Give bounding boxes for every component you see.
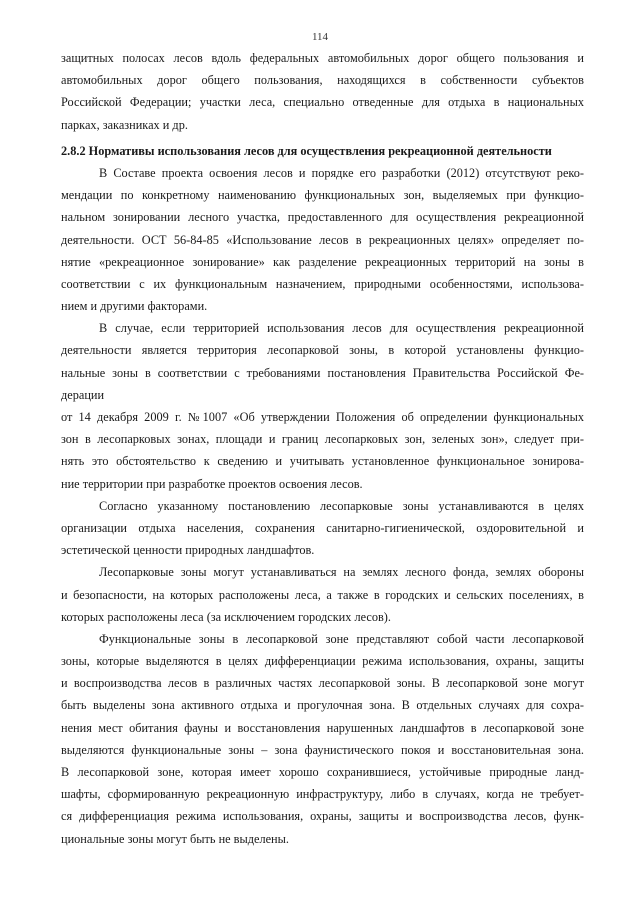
paragraph [61,628,584,850]
text-line: В Составе проекта освоения лесов и порядке его разработки (2012) отсутствуют реко- [99,165,584,180]
text-line: организации отдыха населения, сохранения санитарно-гигиенической, оздоровительной и [61,520,584,535]
text-line: Согласно указанному постановлению лесопарковые зоны устанавливаются в целях [99,498,584,513]
text-line: от 14 декабря 2009 г. №1007 «Об утверждении Положения об определении функциональных [61,410,584,424]
text-line: Российской Федерации; участки леса, специально отведенные для отдыха в национальных [61,95,584,110]
text-line: которых расположены леса (за исключением городских лесов). [61,609,391,624]
text-line: циональные зоны могут быть не выделены. [61,831,289,846]
text-line: зон в лесопарковых зонах, площади и границ лесопарковых зон, зеленых зон», следует при- [61,432,584,447]
text-line: нять это обстоятельство к сведению и учитывать установленное функциональное зонирова- [61,454,584,469]
text-line: зоны, которые выделяются в целях дифференциации режима использования, охраны, защиты [61,654,584,669]
text-line: мендации по конкретному наименованию функциональных зон, выделяемых при функцио- [61,188,584,203]
section-heading: 2.8.2 Нормативы использования лесов для осуществления рекреационной деятельности [61,143,552,158]
paragraph [61,162,584,317]
text-line: шафты, сформированную рекреационную инфраструктуру, либо в случаях, когда не требует- [61,787,584,802]
text-line: эстетической ценности природных ландшафтов. [61,543,315,558]
text-line: защитных полосах лесов вдоль федеральных автомобильных дорог общего пользования и [61,51,584,65]
paragraph [61,495,584,562]
text-line: выделяются функциональные зоны – зона фаунистического покоя и восстановительная зона. [61,742,584,757]
paragraph [61,47,584,136]
text-line: нения мест обитания фауны и восстановления нарушенных ландшафтов в лесопарковой зоне [61,720,584,735]
text-line: парках, заказниках и др. [61,117,188,132]
text-line: и безопасности, на которых расположены леса, а также в городских и сельских поселениях, в [61,587,584,602]
text-line: нальные зоны в соответствии с требованиями постановления Правительства Российской Фе- [61,365,584,380]
text-line: ся дифференциация режима использования, охраны, защиты и воспроизводства лесов, функ- [61,809,584,824]
page-content [61,47,584,850]
text-line: деятельности является территория лесопарковой зоны, в которой установлены функцио- [61,343,584,358]
text-line: соответствии с их функциональным назначением, природными особенностями, использова- [61,276,584,291]
text-line: В случае, если территорией использования лесов для осуществления рекреационной [99,321,584,336]
text-line: В лесопарковой зоне, которая имеет хорошо сохранившиеся, устойчивые природные ланд- [61,765,584,779]
text-line: дерации [61,387,105,402]
text-line: Функциональные зоны в лесопарковой зоне представляют собой части лесопарковой [99,631,584,646]
text-line: нальном зонировании лесного участка, предоставленного для осуществления рекреационной [61,210,584,225]
paragraph [61,406,584,495]
text-line: нятие «рекреационное зонирование» как разделение рекреационных территорий на зоны в [61,254,584,269]
text-line: и воспроизводства лесов в различных частях лесопарковой зоны. В лесопарковой зоне могут [61,676,584,691]
text-line: автомобильных дорог общего пользования, находящихся в собственности субъектов [61,73,584,88]
text-line: нием и другими факторами. [61,299,208,314]
page-number: 114 [311,31,329,43]
text-line: ние территории при разработке проектов освоения лесов. [61,476,363,491]
paragraph [61,561,584,628]
text-line: Лесопарковые зоны могут устанавливаться на землях лесного фонда, землях обороны [99,565,584,580]
paragraph [61,317,584,406]
text-line: быть выделены зона активного отдыха и прогулочная зона. В отдельных случаях для сохра- [61,698,584,713]
text-line: деятельности. ОСТ 56-84-85 «Использование лесов в рекреационных целях» определяет по- [61,232,584,247]
